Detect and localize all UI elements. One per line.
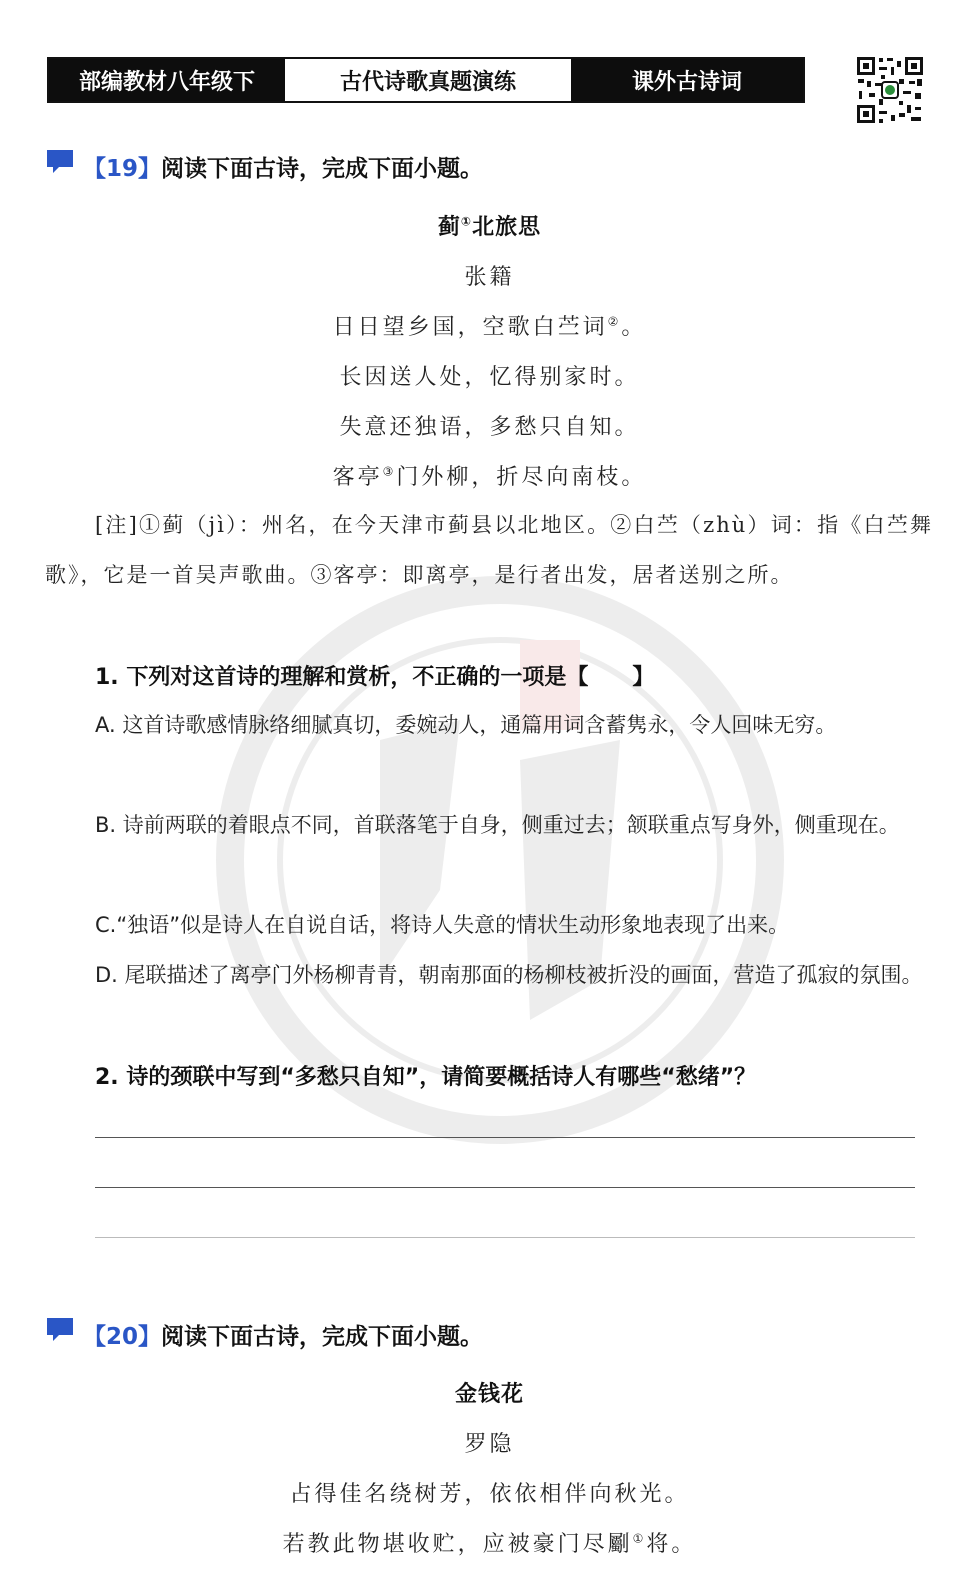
question-instruction: 阅读下面古诗，完成下面小题。: [161, 156, 484, 182]
answer-line[interactable]: [95, 1237, 915, 1238]
poem-line: [0, 460, 979, 491]
poem-line-text: 客亭: [332, 465, 383, 490]
poem-line-text: 失意还独语，多愁只自知。: [339, 415, 640, 440]
question-20-header: [45, 1318, 483, 1351]
poem-line-text: 长因送人处，忆得别家时。: [339, 365, 640, 390]
footnote-marker: ③: [382, 464, 397, 479]
poem-title: [0, 210, 979, 241]
question-number: 【20】: [83, 1324, 162, 1350]
poem-line-text: 门外柳，折尽向南枝。: [396, 465, 647, 490]
answer-line[interactable]: [95, 1137, 915, 1138]
poem-line: [0, 310, 979, 341]
question-instruction: 阅读下面古诗，完成下面小题。: [161, 1324, 484, 1350]
poem-note: [注]①蓟（jì）：州名，在今天津市蓟县以北地区。②白苎（zhù）词：指《白苎舞歌》，它是一首吴声歌曲。③客亭：即离亭，是行者出发，居者送别之所。: [45, 513, 933, 587]
qr-code: [855, 55, 925, 125]
poem-line-text: 将。: [646, 1532, 697, 1557]
option-b: B. 诗前两联的着眼点不同，首联落笔于自身，侧重过去；颔联重点写身外，侧重现在。: [95, 813, 900, 837]
poem-line: [0, 1527, 979, 1558]
poem-line-text: 占得佳名绕树芳，依依相伴向秋光。: [289, 1482, 690, 1507]
poem-line-text: 。: [621, 315, 647, 340]
poem-line: [0, 360, 979, 391]
poem-title-text: 蓟: [437, 215, 461, 240]
footnote-marker: ①: [632, 1531, 647, 1546]
poem-title-text: 北旅思: [472, 215, 542, 240]
question-number: 【19】: [83, 156, 162, 182]
question-19-header: [45, 150, 483, 183]
footnote-marker: ①: [460, 214, 473, 229]
poem-author: 张籍: [464, 265, 515, 290]
header-bar: [47, 57, 805, 103]
question-marker-icon: [45, 1316, 75, 1342]
sub-question-1: 1. 下列对这首诗的理解和赏析，不正确的一项是【 】: [95, 665, 655, 690]
answer-line[interactable]: [95, 1187, 915, 1188]
poem-line: [0, 1477, 979, 1508]
poem-author: 罗隐: [464, 1432, 515, 1457]
header-section: 古代诗歌真题演练: [285, 59, 571, 101]
header-grade: 部编教材八年级下: [49, 59, 285, 101]
poem-title: 金钱花: [454, 1382, 524, 1407]
poem-line-text: 若教此物堪收贮，应被豪门尽劚: [282, 1532, 633, 1557]
question-marker-icon: [45, 148, 75, 174]
option-c: C.“独语”似是诗人在自说自话，将诗人失意的情状生动形象地表现了出来。: [95, 913, 790, 937]
header-topic: 课外古诗词: [571, 59, 803, 101]
option-d: D. 尾联描述了离亭门外杨柳青青，朝南那面的杨柳枝被折没的画面，营造了孤寂的氛围。: [95, 963, 923, 987]
option-a: A. 这首诗歌感情脉络细腻真切，委婉动人，通篇用词含蓄隽永，令人回味无穷。: [95, 713, 837, 737]
footnote-marker: ②: [607, 314, 622, 329]
sub-question-2: 2. 诗的颈联中写到“多愁只自知”，请简要概括诗人有哪些“愁绪”？: [95, 1065, 757, 1090]
poem-line: [0, 410, 979, 441]
poem-line-text: 日日望乡国，空歌白苎词: [332, 315, 608, 340]
